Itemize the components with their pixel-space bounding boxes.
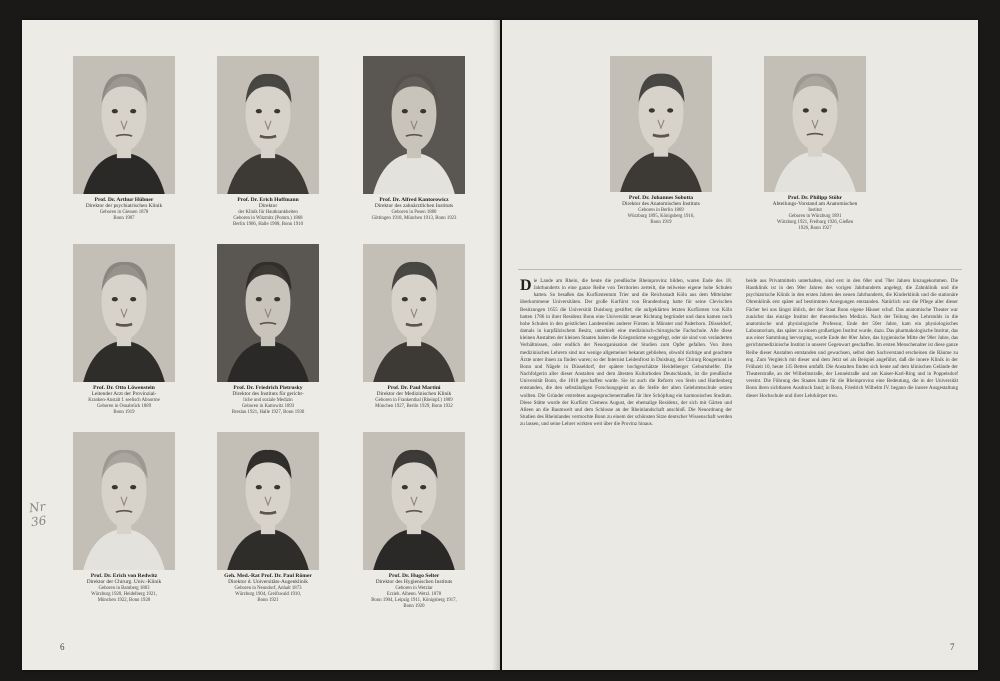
photo-pietrusky	[217, 244, 319, 382]
pencil-note: Nr 36	[28, 499, 48, 530]
portrait-caption-line: Institut	[808, 207, 822, 213]
portrait-caption-line: Geboren in Osnabrück 1889	[96, 403, 152, 409]
page-number-right: 7	[950, 642, 955, 652]
portrait-caption-line: Erzieh. Alhenn. Wetzl. 1878	[386, 591, 442, 597]
portrait-8	[210, 432, 326, 604]
portrait-caption-line: Geboren in Bamberg 1883	[98, 585, 150, 591]
portrait-2	[754, 56, 876, 232]
portrait-caption-line: Direktor des Anatomischen Instituts	[622, 201, 700, 208]
photo-stoehr	[764, 56, 866, 192]
portrait-name: Prof. Dr. Paul Martini	[387, 385, 441, 391]
portrait-caption-line: Direktor	[258, 203, 278, 210]
text-column-2	[746, 278, 958, 658]
portrait-7	[66, 432, 182, 604]
portrait-caption-line: Kranken-Anstalt f. seelisch Abnorme	[88, 397, 160, 403]
portrait-caption-line: Abteilungs-Vorstand am Anatomischen	[772, 201, 858, 208]
portrait-name: Geh. Med.-Rat Prof. Dr. Paul Römer	[224, 573, 312, 579]
portrait-caption-line: Direktor d. Universitäts-Augenklinik	[228, 579, 308, 586]
photo-hoffmann	[217, 56, 319, 194]
page-number-left: 6	[60, 642, 65, 652]
portrait-caption-line: Geboren in Giessen 1878	[99, 209, 149, 215]
portrait-name: Prof. Dr. Otto Löwenstein	[93, 385, 155, 391]
photo-martini	[363, 244, 465, 382]
portrait-caption-line: Direktor des Instituts für gericht-	[232, 391, 304, 398]
portrait-name: Prof. Dr. Alfred Kantorowicz	[379, 197, 449, 203]
portrait-1	[602, 56, 720, 226]
article-text-1-body: ie Lande am Rhein, die heute die preußische Rheinprovinz bilden, waren Ende des 18. Jahrhunderts in eine ganze Reihe von Territorien zerteilt, die teilweise eigene hohe Schulen hatten. So besaßen das Kurfürstentum Trier und die Reichsstadt Köln aus dem Mittelalter überkommene Universitäten. Der große Kurfürst von Brandenburg hatte für seine Clevischen Besitzungen 1655 die Universität Duisburg gestiftet; die aufgeklärten letzten Kurfürsten von Köln hatten 1786 in ihrer Residenz Bonn eine Universität neuer Richtung begründet und dann kamen noch hohe Schulen in den geistlichen Landesteilen anderer Fürsten in Münster und Paderborn. Düsseldorf, damals in kurpfälzischem Besitz, unterhielt eine medizinisch-chirurgische Fachschule. Alle diese kleinen Anstalten der kleinen Staaten haben die Kriegsstürme weggefegt, oder sie sind von veränderten Verhältnissen, oder endlich der Neuorganisation der Studien zum Opfer gefallen. Von ihren medizinischen Lehrern sind nur wenige allgemeiner bekannt geblieben, obwohl tüchtige und geachtete Ärzte unter ihnen zu finden waren; so der Internist Leidenfrost in Duisburg, der Chirurg Rougemont in Bonn und Nägele in Düsseldorf, der spätere hochgeschätzte Heidelberger Geburtshelfer. Die Nachfolgerin aller dieser Anstalten und dem ältesten Kulturboden Deutschlands, ist die preußische Universität Bonn, die 1818 geschaffen wurde. Sie ist auch die Reform von Stein und Hardenberg entstanden, die den selbständigen Forschungsgeist an die Stelle der alten Gelehrtenschule setzen wollten. Die Gründer erstrebten ausgesprochenermaßen für ihre Schöpfung ein harmonisches Studium. Diese Stätte wurde der Kurfürst Clemens August, der ehemalige Residenz, der sich mit Gärten und Alleen an die Baumwelt und dem Schlosse an der Rheinlandschaft anschloß. Die Neuordnung der Studien des Rheinlandes vermochte Bonn zu einem der schönsten Sitze deutscher Wissenschaft werden zu lassen, und seine Lehrer wirkten weit über die Provinz hinaus.	[520, 278, 732, 428]
photo-selter	[363, 432, 465, 570]
portrait-5	[210, 244, 326, 416]
portrait-caption-line: Geboren in Kattowitz 1893	[241, 403, 295, 409]
portrait-caption-line: Bonn 1920	[403, 603, 425, 609]
portrait-caption-line: der Klinik für Hautkrankheiten	[238, 209, 298, 215]
portrait-2	[210, 56, 326, 228]
right-page	[502, 20, 978, 670]
portrait-caption-line: Bonn 1907	[113, 215, 135, 221]
portrait-caption-line: Direktor des zahnärztlichen Instituts	[374, 203, 454, 210]
text-column-1	[520, 278, 732, 658]
portrait-name: Prof. Dr. Hugo Selter	[388, 573, 440, 579]
portrait-4	[66, 244, 182, 416]
portrait-caption-line: Würzburg 1921, Freiburg 1926, Gießen	[776, 219, 854, 225]
portrait-caption-line: Bonn 1921	[257, 597, 279, 603]
portrait-1	[66, 56, 182, 222]
portrait-caption-line: 1926, Bonn 1927	[798, 225, 832, 231]
portrait-caption-line: Bonn 1904, Leipzig 1911, Königsberg 1917,	[371, 597, 457, 603]
portrait-9	[356, 432, 472, 610]
portrait-caption-line: München 1927, Berlin 1929, Bonn 1932	[375, 403, 453, 409]
portrait-caption-line: Geboren in Neundorf, Anhalt 1873	[234, 585, 302, 591]
portrait-name: Prof. Dr. Friedrich Pietrusky	[233, 385, 303, 391]
portrait-name: Prof. Dr. Johannes Sobotta	[628, 195, 694, 201]
article-text-2: beide aus Privatmitteln unterhalten, sind erst in den 60er und 70er Jahren hinzugekommen. Die Hautklinik ist in den 90er Jahren des vorigen Jahrhunderts angelegt, die Zahnklinik und die psychiatrische Klinik in den ersten Jahren des neuen Jahrhunderts, die Kinderklinik und die stationäre Ohrenklinik erst später auf bestimmten Anregungen entstanden. Natürlich war die Pflege aller dieser Fächer bei uns längst üblich, der der Staat Bonn eigene Häuser schuf. Das anatomische Theater war zunächst das einzige Institut der theoretischen Medizin. Nach der Teilung des Lehrstuhls in die anatomische und physiologische Professur, Ende der 50er Jahre, kam ein physiologisches Laboratorium, das später zu einem großartigen Institut wurde, dazu. Das pharmakologische Institut, das aus einer Sammlung hervorging, wurde Ende der 80er Jahre, das hygienische Mitte der 90er Jahre, das gerichtsmedizinische Institut in unserer Gegenwart geschaffen. Im ersten Menschenalter ist diese ganze Reihe dieser Anstalten entstanden und gewachsen, selbst dem Sachverstand erscheinen die Räume zu eng. Zum Vergleich mit dieser und dem Jetzt sei als Beispiel angeführt, daß die innere Klinik in der Frühzeit 10, heute 135 Betten umfaßt. Die Anstalten finden sich heute auf dem klinischen Gelände der Theaterstraße, an der Wilhelmstraße, der Lennéstraße und am Kaiser-Karl-Ring und in Poppelsdorf vereint. Die Führung des Staates hatte für die Rheinprovinz eine Bedeutung, die in der Universität Bonn ihren sichtbaren Ausdruck fand; in Bonn, Friedrich Wilhelm IV. begann die innere Ausgestaltung dieser Hochschule und ihrer Lehrkörper treu.	[746, 278, 958, 399]
portrait-caption-line: Direktor des Hygienischen Instituts	[375, 579, 453, 586]
portrait-caption-line: Würzburg 1920, Heidelberg 1921,	[91, 591, 157, 597]
drop-cap: D	[520, 278, 532, 294]
photo-roemer	[217, 432, 319, 570]
photo-redwitz	[73, 432, 175, 570]
portrait-caption-line: Würzburg 1895, Königsberg 1916,	[627, 213, 695, 219]
portrait-caption-line: Geboren in Würzburg 1891	[788, 213, 842, 219]
portrait-caption-line: Leitender Arzt der Provinzial-	[91, 391, 157, 398]
portrait-3	[356, 56, 472, 222]
portrait-name: Prof. Dr. Arthur Hübner	[94, 197, 154, 203]
portrait-caption-line: München 1922, Bonn 1928	[97, 597, 151, 603]
photo-loewenstein	[73, 244, 175, 382]
photo-sobotta	[610, 56, 712, 192]
portrait-caption-line: Geboren in Frankenthal (Rheinpf.) 1889	[375, 397, 453, 403]
portrait-name: Prof. Dr. Erich Hoffmann	[237, 197, 299, 203]
portrait-caption-line: Berlin 1906, Halle 1908, Bonn 1910	[233, 221, 303, 227]
portrait-caption-line: Direktor der psychiatrischen Klinik	[85, 203, 163, 210]
portrait-caption-line: Bonn 1919	[650, 219, 672, 225]
article-text-1	[520, 278, 732, 658]
portrait-caption-line: Geboren in Posen 1880	[391, 209, 437, 215]
portrait-caption-line: Breslau 1921, Halle 1927, Bonn 1930	[231, 409, 305, 415]
portrait-caption-line: Direktor der Medizinischen Klinik	[376, 391, 452, 398]
portrait-caption-line: Geboren in Witzmitz (Pomm.) 1868	[233, 215, 303, 221]
photo-kantorowicz	[363, 56, 465, 194]
portrait-caption-line: Göttingen 1918, München 1913, Bonn 1923	[371, 215, 457, 221]
portrait-caption-line: Geboren in Wetzlar	[395, 585, 433, 591]
book-spread	[22, 20, 978, 670]
section-rule	[518, 269, 962, 270]
left-page	[22, 20, 500, 670]
portrait-name: Prof. Dr. Philipp Stöhr	[787, 195, 843, 201]
photo-huebner	[73, 56, 175, 194]
portrait-caption-line: Direktor der Chirurg. Univ.-Klinik	[86, 579, 162, 586]
portrait-caption-line: Würzburg 1904, Greifswald 1910,	[235, 591, 301, 597]
portrait-caption-line: Geboren in Berlin 1869	[638, 207, 684, 213]
portrait-caption-line: liche und soziale Medizin	[243, 397, 293, 403]
portrait-name: Prof. Dr. Erich von Redwitz	[90, 573, 158, 579]
portrait-caption-line: Bonn 1919	[113, 409, 135, 415]
portrait-6	[356, 244, 472, 410]
